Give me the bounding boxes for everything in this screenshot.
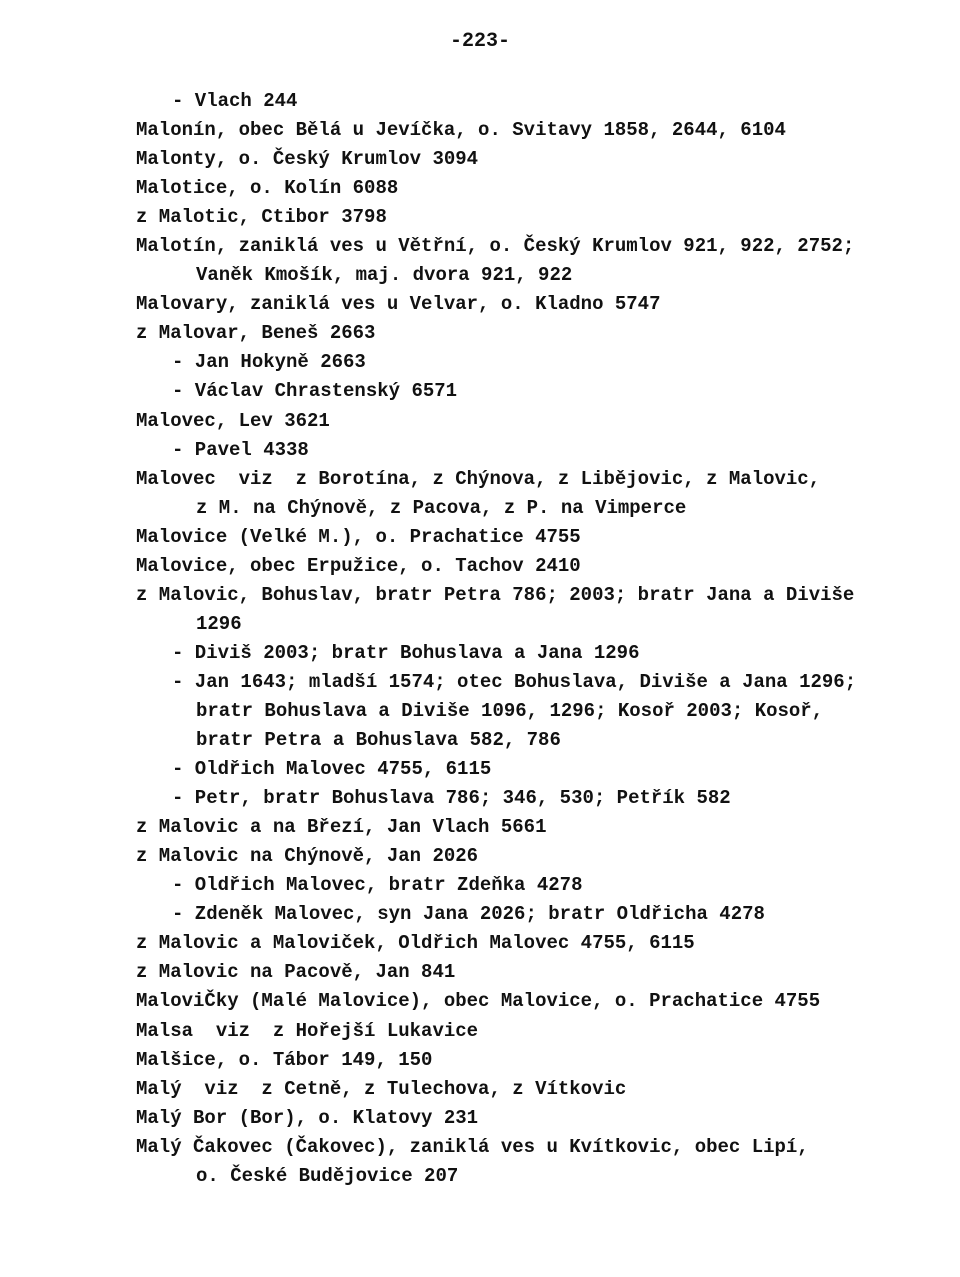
index-line: Malovice (Velké M.), o. Prachatice 4755 <box>136 525 581 548</box>
index-line: - Zdeněk Malovec, syn Jana 2026; bratr Oldřicha 4278 <box>172 903 765 926</box>
index-line: 1296 <box>196 612 242 635</box>
index-line: Malý Čakovec (Čakovec), zaniklá ves u Kvítkovic, obec Lipí, <box>136 1135 809 1158</box>
index-line: bratr Petra a Bohuslava 582, 786 <box>196 729 561 752</box>
index-line: - Diviš 2003; bratr Bohuslava a Jana 1296 <box>172 641 640 664</box>
index-line: Malšice, o. Tábor 149, 150 <box>136 1048 433 1071</box>
index-line: z M. na Chýnově, z Pacova, z P. na Vimperce <box>196 496 687 519</box>
page-number: -223- <box>449 30 510 53</box>
index-line: - Jan Hokyně 2663 <box>172 351 366 374</box>
index-line: Malý Bor (Bor), o. Klatovy 231 <box>136 1106 479 1129</box>
index-line: z Malovic a na Březí, Jan Vlach 5661 <box>136 816 547 839</box>
index-line: Malotice, o. Kolín 6088 <box>136 177 399 200</box>
index-line: z Malovic na Chýnově, Jan 2026 <box>136 845 479 868</box>
index-line: Malý viz z Cetně, z Tulechova, z Vítkovic <box>136 1077 627 1100</box>
index-line: - Vlach 244 <box>172 90 298 112</box>
index-line: z Malovar, Beneš 2663 <box>136 322 376 345</box>
index-line: Vaněk Kmošík, maj. dvora 921, 922 <box>196 264 573 287</box>
index-line: - Pavel 4338 <box>172 438 309 461</box>
index-line: z Malovic na Pacově, Jan 841 <box>136 961 456 984</box>
index-line: z Malotic, Ctibor 3798 <box>136 206 387 229</box>
index-line: - Petr, bratr Bohuslava 786; 346, 530; Petřík 582 <box>172 787 731 810</box>
index-line: MaloviČky (Malé Malovice), obec Malovice, o. Prachatice 4755 <box>136 990 821 1013</box>
index-line: Malonín, obec Bělá u Jevíčka, o. Svitavy 1858, 2644, 6104 <box>136 119 786 142</box>
index-line: Malovec, Lev 3621 <box>136 409 330 432</box>
index-line: bratr Bohuslava a Diviše 1096, 1296; Kosoř 2003; Kosoř, <box>196 699 824 722</box>
index-line: - Oldřich Malovec 4755, 6115 <box>172 758 492 781</box>
index-line: Malotín, zaniklá ves u Větřní, o. Český Krumlov 921, 922, 2752; <box>136 235 855 258</box>
index-line: Malsa viz z Hořejší Lukavice <box>136 1019 479 1042</box>
index-line: - Oldřich Malovec, bratr Zdeňka 4278 <box>172 874 583 897</box>
index-entries <box>136 87 936 1191</box>
index-line: z Malovic a Maloviček, Oldřich Malovec 4755, 6115 <box>136 932 695 955</box>
index-line: o. České Budějovice 207 <box>196 1164 459 1187</box>
index-line: z Malovic, Bohuslav, bratr Petra 786; 2003; bratr Jana a Diviše <box>136 583 855 606</box>
index-line: - Jan 1643; mladší 1574; otec Bohuslava, Diviše a Jana 1296; <box>172 670 857 693</box>
index-line: Malovec viz z Borotína, z Chýnova, z Liběјovic, z Malovic, <box>136 467 821 490</box>
index-line: Malovice, obec Erpužice, o. Tachov 2410 <box>136 554 581 577</box>
index-line: - Václav Chrastenský 6571 <box>172 380 458 403</box>
index-line: Malonty, o. Český Krumlov 3094 <box>136 148 479 171</box>
index-line: Malovary, zaniklá ves u Velvar, o. Kladno 5747 <box>136 293 661 316</box>
